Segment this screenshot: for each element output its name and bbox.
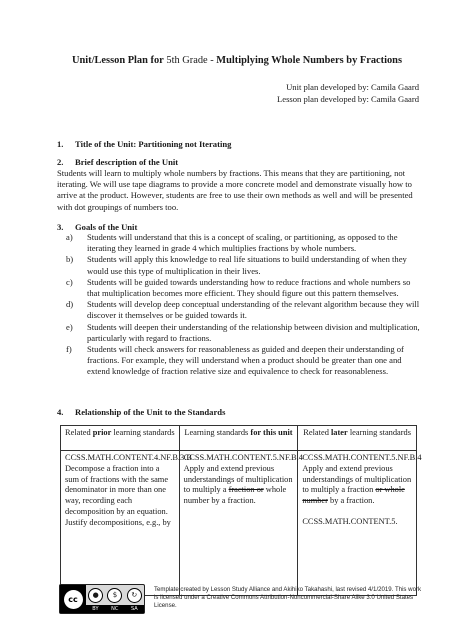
standard-text: Apply and extend previous understandings of multiplication to multiply a bbox=[183, 463, 293, 495]
cc-label: SA bbox=[130, 606, 138, 612]
noncommercial-icon: $ bbox=[107, 588, 122, 603]
standard-text: by a fraction. bbox=[327, 496, 375, 506]
goal-item bbox=[57, 344, 425, 378]
table-header-current bbox=[179, 426, 298, 451]
creative-commons-logo bbox=[59, 584, 145, 614]
section-1-heading bbox=[57, 139, 231, 149]
goal-letter: e) bbox=[66, 321, 73, 332]
current-standard-cell bbox=[179, 451, 303, 596]
cc-term-labels bbox=[86, 605, 144, 613]
goal-letter: c) bbox=[66, 276, 73, 287]
table-header-later bbox=[298, 426, 417, 451]
section-number: 3. bbox=[57, 222, 64, 232]
standard-code: CCSS.MATH.CONTENT.4.NF.B.3.B bbox=[65, 453, 192, 462]
table-header-prior bbox=[61, 426, 180, 451]
prior-standard-cell bbox=[61, 451, 192, 596]
goal-letter: b) bbox=[66, 254, 74, 265]
attribution-icon: ● bbox=[88, 588, 103, 603]
goal-text: Students will understand that this is a concept of scaling, or partitioning, as opposed to the iterating they learned in grade 4 which multiplies fractions by whole numbers. bbox=[87, 232, 398, 254]
header-emphasis: later bbox=[330, 428, 348, 437]
section-title: Goals of the Unit bbox=[75, 222, 138, 232]
page-title bbox=[0, 55, 474, 66]
standard-text: whole number by a fraction. bbox=[183, 485, 287, 506]
section-number: 1. bbox=[57, 139, 64, 149]
header-emphasis: for this unit bbox=[250, 428, 293, 437]
struck-text: fraction or bbox=[228, 485, 264, 495]
page-footer bbox=[57, 582, 425, 622]
goals-list bbox=[57, 232, 425, 378]
goal-text: Students will check answers for reasonableness as guided and deepen their understanding of fractions. For example, they will understand when a product should be greater than one and extend knowledge of fraction relative size and equivalence to check for reasonableness. bbox=[87, 344, 404, 377]
cc-icon: cc bbox=[64, 590, 83, 609]
header-text: Related bbox=[65, 428, 93, 437]
cc-badge bbox=[60, 585, 86, 613]
license-text: Template created by Lesson Study Alliance and Akihiko Takahashi, last revised 4/1/2019. This work is licensed under a Creative Commons Attribution-Noncommercial-Share Alike 3.0 United States License. bbox=[154, 586, 422, 609]
section-title: Brief description of the Unit bbox=[75, 157, 179, 167]
header-text: Learning standards bbox=[184, 428, 251, 437]
later-standard-cell bbox=[298, 451, 422, 596]
spacer bbox=[302, 507, 412, 517]
title-part-3: Multiplying Whole Numbers by Fractions bbox=[216, 55, 402, 66]
cc-terms bbox=[86, 585, 144, 613]
goal-item bbox=[57, 254, 425, 276]
goal-item bbox=[57, 299, 425, 321]
goal-text: Students will be guided towards understanding how to reduce fractions and whole numbers so that multiplication becomes more efficient. They should figure out this pattern themselves. bbox=[87, 276, 411, 299]
sharealike-icon: ↻ bbox=[127, 588, 142, 603]
unit-description: Students will learn to multiply whole numbers by fractions. This means that they are partitioning, not iterating. We will use tape diagrams to provide a more concrete model and demonstrate visually how to arrive at the product. However, students are free to use their own methods as well and will be presented with dot groupings of numbers too. bbox=[57, 168, 413, 212]
goal-letter: a) bbox=[66, 232, 73, 242]
section-3-heading bbox=[57, 222, 137, 232]
section-number: 2. bbox=[57, 157, 64, 167]
section-title: Title of the Unit: Partitioning not Iterating bbox=[75, 139, 232, 149]
standard-code: CCSS.MATH.CONTENT.5. bbox=[302, 516, 398, 526]
section-title: Relationship of the Unit to the Standards bbox=[75, 407, 226, 417]
standard-text: Apply and extend previous understandings of multiplication to multiply a fraction bbox=[302, 463, 412, 495]
standard-code: CCSS.MATH.CONTENT.5.NF.B.4 bbox=[183, 453, 303, 462]
goal-text: Students will apply this knowledge to real life situations to build understanding of when they would use this type of multiplication in their lives. bbox=[87, 254, 407, 276]
section-number: 4. bbox=[57, 407, 64, 417]
struck-text: or whole number bbox=[302, 485, 405, 506]
table-row bbox=[61, 451, 417, 596]
cc-term-icons bbox=[86, 585, 144, 605]
goal-letter: f) bbox=[66, 344, 72, 355]
goal-text: Students will develop deep conceptual understanding of the relevant algorithm because they will discover it themselves or be guided towards it. bbox=[87, 299, 420, 321]
goal-item bbox=[57, 277, 425, 299]
standard-code: CCSS.MATH.CONTENT.5.NF.B.4 bbox=[302, 453, 422, 462]
header-text: learning standards bbox=[347, 428, 411, 437]
cc-label: BY bbox=[92, 606, 99, 612]
goal-text: Students will deepen their understanding of the relationship between division and multiplication, particularly with regard to fractions. bbox=[87, 321, 420, 343]
title-part-2: 5th Grade - bbox=[163, 55, 217, 66]
goal-item bbox=[57, 232, 425, 254]
lesson-plan-credit: Lesson plan developed by: Camila Gaard bbox=[277, 94, 419, 104]
table-header-row bbox=[61, 426, 417, 451]
goal-letter: d) bbox=[66, 299, 74, 310]
header-text: Related bbox=[303, 428, 331, 437]
header-text: learning standards bbox=[111, 428, 175, 437]
goal-item bbox=[57, 322, 425, 344]
standards-table bbox=[60, 425, 422, 596]
header-emphasis: prior bbox=[92, 428, 112, 437]
unit-plan-credit: Unit plan developed by: Camila Gaard bbox=[286, 82, 419, 92]
title-part-1: Unit/Lesson Plan for bbox=[71, 55, 164, 66]
section-2-heading bbox=[57, 157, 178, 167]
cc-label: NC bbox=[111, 606, 119, 612]
section-4-heading bbox=[57, 407, 225, 417]
standard-text: Decompose a fraction into a sum of fractions with the same denominator in more than one way, recording each decomposition by an equation. Justify decompositions, e.g., by bbox=[65, 463, 171, 527]
